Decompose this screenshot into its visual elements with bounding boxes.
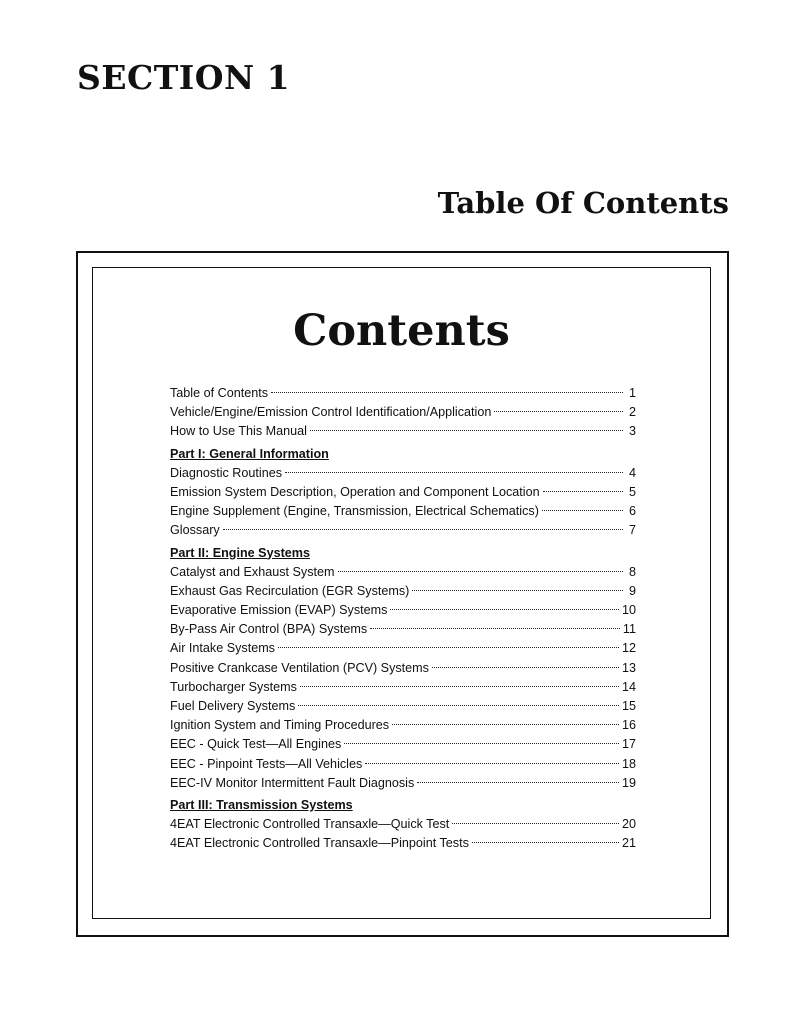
part-heading: Part II: Engine Systems <box>170 545 310 560</box>
part-heading: Part III: Transmission Systems <box>170 797 353 812</box>
toc-entry-leader <box>432 667 619 668</box>
toc-entry-page: 5 <box>628 484 636 499</box>
toc-entry <box>170 735 636 754</box>
toc-entry-leader <box>390 609 619 610</box>
toc-entry <box>170 422 636 441</box>
toc-entry-leader <box>542 510 623 511</box>
toc-entry <box>170 834 636 853</box>
toc-entry-page: 13 <box>621 660 636 675</box>
toc-entry <box>170 774 636 793</box>
contents-title: Contents <box>293 306 510 356</box>
toc-entry-title: 4EAT Electronic Controlled Transaxle—Pinpoint Tests <box>170 836 469 851</box>
toc-entry-page: 11 <box>622 622 636 637</box>
toc-entry-title: EEC-IV Monitor Intermittent Fault Diagnosis <box>170 775 415 790</box>
toc-entry-leader <box>278 647 619 648</box>
toc-entry-title: 4EAT Electronic Controlled Transaxle—Quick Test <box>170 817 450 832</box>
toc-entry-title: EEC - Quick Test—All Engines <box>170 737 342 752</box>
toc-entry-title: Evaporative Emission (EVAP) Systems <box>170 603 388 618</box>
toc-entry-page: 6 <box>628 504 636 519</box>
toc-entry <box>170 384 636 403</box>
toc-entry-leader <box>338 571 624 572</box>
toc-entry-page: 14 <box>621 679 636 694</box>
toc-heading: Table Of Contents <box>437 186 729 220</box>
toc-entry-page: 4 <box>628 465 636 480</box>
toc-entry <box>170 755 636 774</box>
toc-entry-page: 17 <box>621 737 636 752</box>
toc-entry <box>170 678 636 697</box>
section-heading: SECTION 1 <box>77 58 291 97</box>
toc-entry-title: Emission System Description, Operation and Component Location <box>170 484 540 499</box>
toc-entry-leader <box>310 430 623 431</box>
toc-entry-leader <box>494 411 623 412</box>
toc-entry-leader <box>285 472 623 473</box>
toc-entry-leader <box>452 823 619 824</box>
toc-entry-title: Air Intake Systems <box>170 641 275 656</box>
toc-entry-leader <box>300 686 619 687</box>
toc-entry-title: Engine Supplement (Engine, Transmission, Electrical Schematics) <box>170 504 539 519</box>
toc-entry-title: Fuel Delivery Systems <box>170 699 296 713</box>
toc-entry-page: 9 <box>628 583 636 598</box>
toc-entry <box>170 502 636 521</box>
toc-entry-page: 19 <box>621 775 636 790</box>
toc-entry-title: Ignition System and Timing Procedures <box>170 718 390 733</box>
toc-entry-title: Glossary <box>170 523 220 538</box>
toc-entry <box>170 563 636 582</box>
toc-entry-title: Turbocharger Systems <box>170 679 297 694</box>
toc-entry <box>170 659 636 678</box>
toc-entry-title: Table of Contents <box>170 386 269 400</box>
toc-entry-leader <box>223 529 623 530</box>
toc-entry-leader <box>417 782 619 783</box>
toc-entry <box>170 815 636 834</box>
toc-entry-page: 7 <box>628 523 636 538</box>
toc-entry-leader <box>392 724 619 725</box>
toc-entry-leader <box>370 628 620 629</box>
toc-entry-page: 21 <box>621 836 636 851</box>
toc-entry-title: Exhaust Gas Recirculation (EGR Systems) <box>170 583 410 598</box>
toc-entry <box>170 521 636 540</box>
toc-entry <box>170 620 636 639</box>
toc-entry-leader <box>365 763 619 764</box>
toc-entry-page: 12 <box>621 641 636 656</box>
toc-entry-page: 1 <box>628 386 636 400</box>
part-heading: Part I: General Information <box>170 446 329 461</box>
toc-entry <box>170 582 636 601</box>
toc-entry-title: Positive Crankcase Ventilation (PCV) Systems <box>170 660 429 675</box>
contents-frame-inner <box>92 267 711 919</box>
toc-entry-leader <box>543 491 623 492</box>
toc-entry-title: Diagnostic Routines <box>170 465 283 480</box>
toc-entry-title: By-Pass Air Control (BPA) Systems <box>170 622 368 637</box>
toc-entry-page: 10 <box>621 603 636 618</box>
contents-frame-outer <box>76 251 729 937</box>
toc-entry-page: 15 <box>621 699 636 713</box>
toc-entry-page: 16 <box>621 718 636 733</box>
toc-entry-leader <box>298 705 619 706</box>
toc-list <box>170 384 636 854</box>
toc-entry <box>170 639 636 658</box>
toc-entry <box>170 483 636 502</box>
toc-entry-title: EEC - Pinpoint Tests—All Vehicles <box>170 756 363 771</box>
toc-entry-title: Vehicle/Engine/Emission Control Identification/Application <box>170 405 492 420</box>
toc-entry-page: 18 <box>621 756 636 771</box>
toc-entry-title: Catalyst and Exhaust System <box>170 564 335 579</box>
toc-entry <box>170 601 636 620</box>
toc-entry <box>170 697 636 716</box>
toc-entry <box>170 403 636 422</box>
toc-entry-leader <box>271 392 623 393</box>
toc-entry-page: 20 <box>621 817 636 832</box>
toc-entry-page: 8 <box>628 564 636 579</box>
toc-entry-leader <box>344 743 619 744</box>
toc-entry <box>170 716 636 735</box>
toc-entry-leader <box>472 842 619 843</box>
toc-entry-leader <box>412 590 623 591</box>
toc-entry-title: How to Use This Manual <box>170 424 307 439</box>
toc-entry <box>170 464 636 483</box>
toc-entry-page: 2 <box>628 405 636 420</box>
toc-entry-page: 3 <box>628 424 636 439</box>
